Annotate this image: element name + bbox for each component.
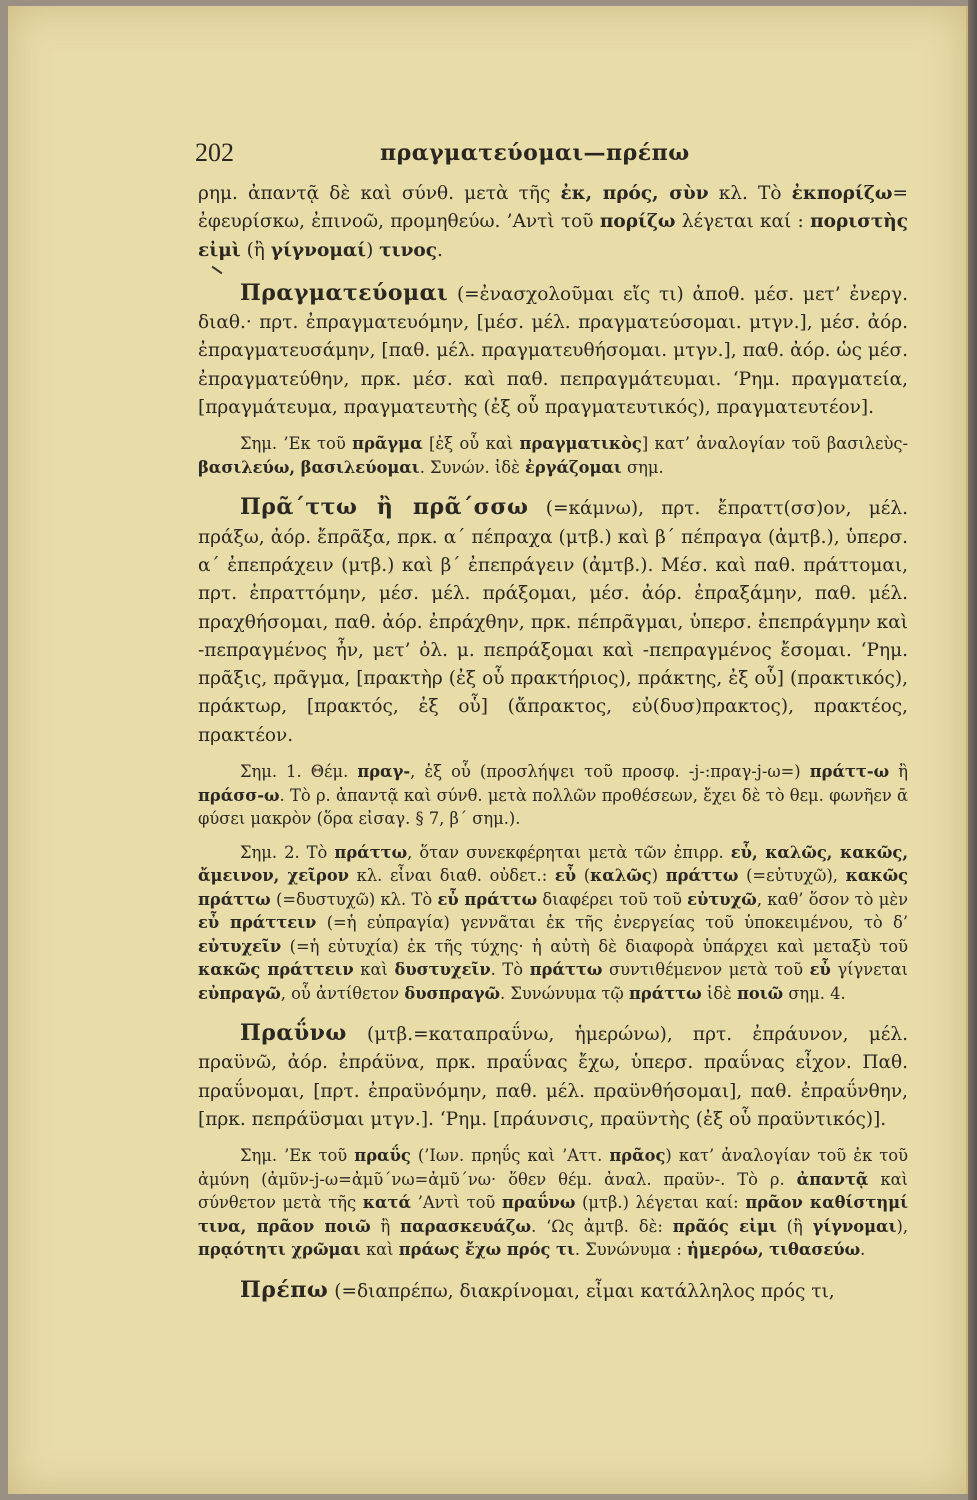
page-number: 202 [195, 138, 234, 167]
note-pratto-2: Σημ. 2. Τὸ πράττω, ὅταν συνεκφέρηται μετὰ τῶν ἐπιρρ. εὖ, καλῶς, κακῶς, ἄμεινον, χεῖρον κλ. εἶναι διαθ. οὐδετ.: εὖ (καλῶς) πράττω (=εὐτυχῶ), κακῶς πράττω (=δυστυχῶ) κλ. Τὸ εὖ πράττω διαφέρει τοῦ τοῦ εὐτυχῶ, καθ’ ὅσον τὸ μὲν εὖ πράττειν (=ἡ εὐπραγία) γεννᾶται ἐκ τῆς ἐνεργείας τοῦ ὑποκειμένου, τὸ δ’ εὐτυχεῖν (=ἡ εὐτυχία) ἐκ τῆς τύχης· ἡ αὐτὴ δὲ διαφορὰ ὑπάρχει καὶ μεταξὺ τοῦ κακῶς πράττειν καὶ δυστυχεῖν. Τὸ πράττω συντιθέμενον μετὰ τοῦ εὖ γίγνεται εὐπραγῶ, οὗ ἀντίθετον δυσπραγῶ. Συνώνυμα τῷ πράττω ἰδὲ ποιῶ σημ. 4. [198, 842, 909, 1003]
entry-prauno: Πραΰνω (μτβ.=καταπραΰνω, ἡμερώνω), πρτ. ἐπράυνον, μέλ. πραϋνῶ, ἀόρ. ἐπράϋνα, πρκ. πραΰνας ἔχω, ὑπερσ. πραΰνας εἶχον. Παθ. πραΰνομαι, [πρτ. ἐπραϋνόμην, παθ. μέλ. πραϋνθήσομαι], παθ. ἐπραΰνθην, [πρκ. πεπράϋσμαι μτγν.]. ‘Ρημ. [πράυνσις, πραϋντὴς (ἐξ οὗ πραϋντικός)]. [198, 1020, 908, 1130]
running-head: πραγματεύομαι—πρέπω [380, 140, 690, 166]
entry-pragmateuomai: Πραγματεύομαι (=ἐνασχολοῦμαι εἴς τι) ἀποθ. μέσ. μετ’ ἐνεργ. διαθ.· πρτ. ἐπραγματευόμην, [μέσ. μέλ. πραγματεύσομαι. μτγν.], μέσ. ἀόρ. ἐπραγματευσάμην, [παθ. μέλ. πραγματευθήσομαι. μτγν.], παθ. ἀόρ. ὡς μέσ. ἐπραγματεύθην, πρκ. μέσ. καὶ παθ. πεπραγμάτευμαι. ‘Ρημ. πραγματεία, [πραγμάτευμα, πραγματευτὴς (ἐξ οὗ πραγματευτικός), πραγματευτέον]. [198, 279, 908, 419]
entry-headword: Πραγματεύομαι [240, 279, 449, 306]
entry-prepo: Πρέπω (=διαπρέπω, διακρίνομαι, εἶμαι κατάλληλος πρός τι, [240, 1276, 835, 1303]
entry-pratto: Πρᾶ΄ττω ἢ πρᾶ΄σσω (=κάμνω), πρτ. ἔπραττ(σσ)ον, μέλ. πράξω, ἀόρ. ἔπρᾶξα, πρκ. α΄ πέπραχα (μτβ.) καὶ β΄ πέπραγα (ἀμτβ.), ὑπερσ. α΄ ἐπεπράχειν (μτβ.) καὶ β΄ ἐπεπράγειν (ἀμτβ.). Μέσ. καὶ παθ. πράττομαι, πρτ. ἐπραττόμην, μέσ. μέλ. πράξομαι, μέσ. ἀόρ. ἐπραξάμην, παθ. μέλ. πραχθήσομαι, παθ. ἀόρ. ἐπράχθην, πρκ. πέπρᾶγμαι, ὑπερσ. ἐπεπράγμην καὶ -πεπραγμένος ἦν, μετ’ ὀλ. μ. πεπράξομαι καὶ -πεπραγμένος ἔσομαι. ‘Ρημ. πρᾶξις, πρᾶγμα, [πρακτὴρ (ἐξ οὗ πρακτήριος), πράκτης, ἐξ οὗ] (πρακτικός), πράκτωρ, [πρακτός, ἐξ οὗ] (ἄπρακτος, εὐ(δυσ)πρακτος), πρακτέος, πρακτέον. [198, 494, 908, 746]
entry-headword: Πρέπω [240, 1276, 329, 1303]
page-content [198, 180, 908, 1306]
entry-headword: Πρᾶ΄ττω ἢ πρᾶ΄σσω [240, 494, 529, 521]
note-prauno: Σημ. ’Εκ τοῦ πραΰς (’Ιων. πρηΰς καὶ ’Αττ. πρᾶος) κατ’ ἀναλογίαν τοῦ ἐκ τοῦ ἀμύνη (ἀμῦν-j-ω=ἀμῦ΄νω=ἀμῦ΄νω· ὅθεν θέμ. ἀναλ. πραϋν-. Τὸ ρ. ἀπαντᾷ καὶ σύνθετον μετὰ τῆς κατά ’Αντὶ τοῦ πραΰνω (μτβ.) λέγεται καί: πρᾶον καθίστημί τινα, πρᾶον ποιῶ ἢ παρασκευάζω. ‘Ως ἀμτβ. δὲ: πρᾶός εἰμι (ἢ γίγνομαι), πρᾳότητι χρῶμαι καὶ πράως ἔχω πρός τι. Συνώνυμα : ἡμερόω, τιθασεύω. [198, 1146, 908, 1260]
entry-headword: Πραΰνω [240, 1020, 347, 1047]
note-pratto-1: Σημ. 1. Θέμ. πραγ-, ἐξ οὗ (προσλήψει τοῦ προσφ. -j-:πραγ-j-ω=) πράττ-ω ἢ πράσσ-ω. Τὸ ρ. ἀπαντᾷ καὶ σύνθ. μετὰ πολλῶν προθέσεων, ἔχει δὲ τὸ θεμ. φωνῆεν ᾱ φύσει μακρὸν (ὅρα εἰσαγ. § 7, β΄ σημ.). [198, 762, 908, 829]
page-header [195, 138, 915, 172]
continuation-paragraph: ρημ. ἀπαντᾷ δὲ καὶ σύνθ. μετὰ τῆς ἐκ, πρός, σὺν κλ. Τὸ ἐκπορίζω= ἐφευρίσκω, ἐπινοῶ, προμηθεύω. ’Αντὶ τοῦ πορίζω λέγεται καί : ποριστὴς εἰμὶ (ἢ γίγνομαί) τινος. [198, 183, 909, 261]
note-pragmateuomai: Σημ. ’Εκ τοῦ πρᾶγμα [ἐξ οὗ καὶ πραγματικὸς] κατ’ ἀναλογίαν τοῦ βασιλεὺς-βασιλεύω, βασιλεύομαι. Συνών. ἰδὲ ἐργάζομαι σημ. [198, 434, 908, 477]
book-spine [968, 0, 977, 1500]
